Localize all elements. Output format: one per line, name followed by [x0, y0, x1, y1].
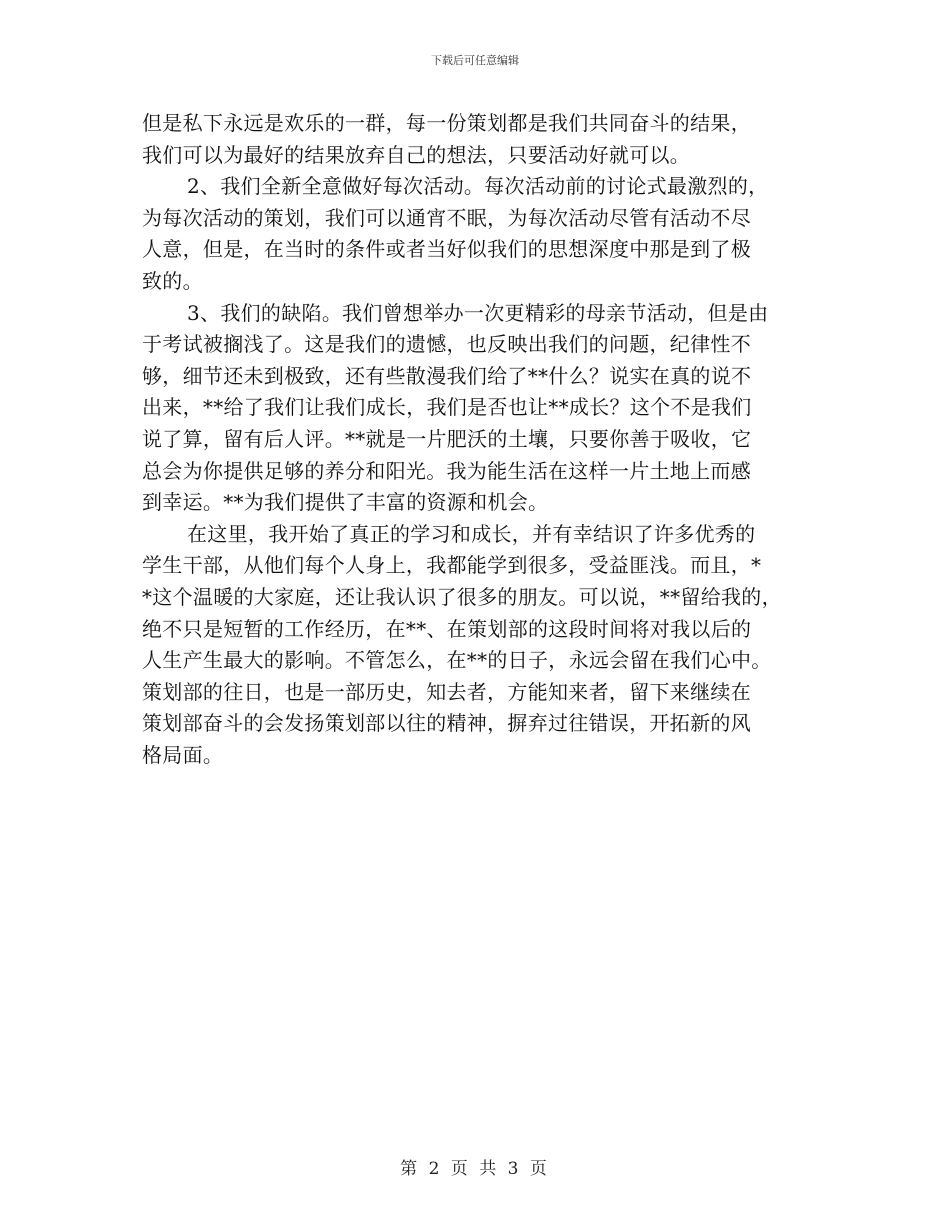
- text-line: 我们可以为最好的结果放弃自己的想法，只要活动好就可以。: [142, 142, 691, 167]
- text-line: 在这里，我开始了真正的学习和成长，并有幸结识了许多优秀的: [187, 521, 756, 546]
- text-line: 致的。: [142, 268, 203, 293]
- page-number-footer: 第 2 页 共 3 页: [400, 1159, 550, 1179]
- text-line: 够，细节还未到极致，还有些散漫我们给了**什么？说实在真的说不: [142, 363, 752, 388]
- paragraph-1: [142, 108, 822, 171]
- paragraph-4: [142, 519, 822, 772]
- text-line: 3、我们的缺陷。我们曾想举办一次更精彩的母亲节活动，但是由: [187, 300, 769, 325]
- document-body: [142, 108, 822, 771]
- text-line: 格局面。: [142, 742, 224, 767]
- text-line: 到幸运。**为我们提供了丰富的资源和机会。: [142, 490, 549, 515]
- text-line: 但是私下永远是欢乐的一群，每一份策划都是我们共同奋斗的结果，: [142, 111, 751, 135]
- text-line: 人生产生最大的影响。不管怎么，在**的日子，永远会留在我们心中。: [142, 648, 772, 673]
- paragraph-3: [142, 298, 822, 519]
- text-line: 说了算，留有后人评。**就是一片肥沃的土壤，只要你善于吸收，它: [142, 426, 752, 451]
- text-line: 学生干部，从他们每个人身上，我都能学到很多，受益匪浅。而且，*: [142, 553, 762, 578]
- text-line: 为每次活动的策划，我们可以通宵不眠，为每次活动尽管有活动不尽: [142, 205, 751, 230]
- paragraph-2: [142, 171, 822, 297]
- text-line: 绝不只是短暂的工作经历，在**、在策划部的这段时间将对我以后的: [142, 616, 752, 641]
- text-line: 2、我们全新全意做好每次活动。每次活动前的讨论式最激烈的，: [187, 174, 769, 199]
- page-header: 下载后可任意编辑: [431, 54, 519, 67]
- text-line: 于考试被搁浅了。这是我们的遗憾，也反映出我们的问题，纪律性不: [142, 332, 751, 357]
- text-line: 策划部的往日，也是一部历史，知去者，方能知来者，留下来继续在: [142, 679, 751, 704]
- text-line: 出来，**给了我们让我们成长，我们是否也让**成长？这个不是我们: [142, 395, 752, 420]
- text-line: 总会为你提供足够的养分和阳光。我为能生活在这样一片土地上而感: [142, 458, 751, 483]
- text-line: 人意，但是，在当时的条件或者当好似我们的思想深度中那是到了极: [142, 237, 751, 262]
- text-line: *这个温暖的大家庭，还让我认识了很多的朋友。可以说，**留给我的，: [142, 584, 782, 609]
- text-line: 策划部奋斗的会发扬策划部以往的精神，摒弃过往错误，开拓新的风: [142, 711, 751, 736]
